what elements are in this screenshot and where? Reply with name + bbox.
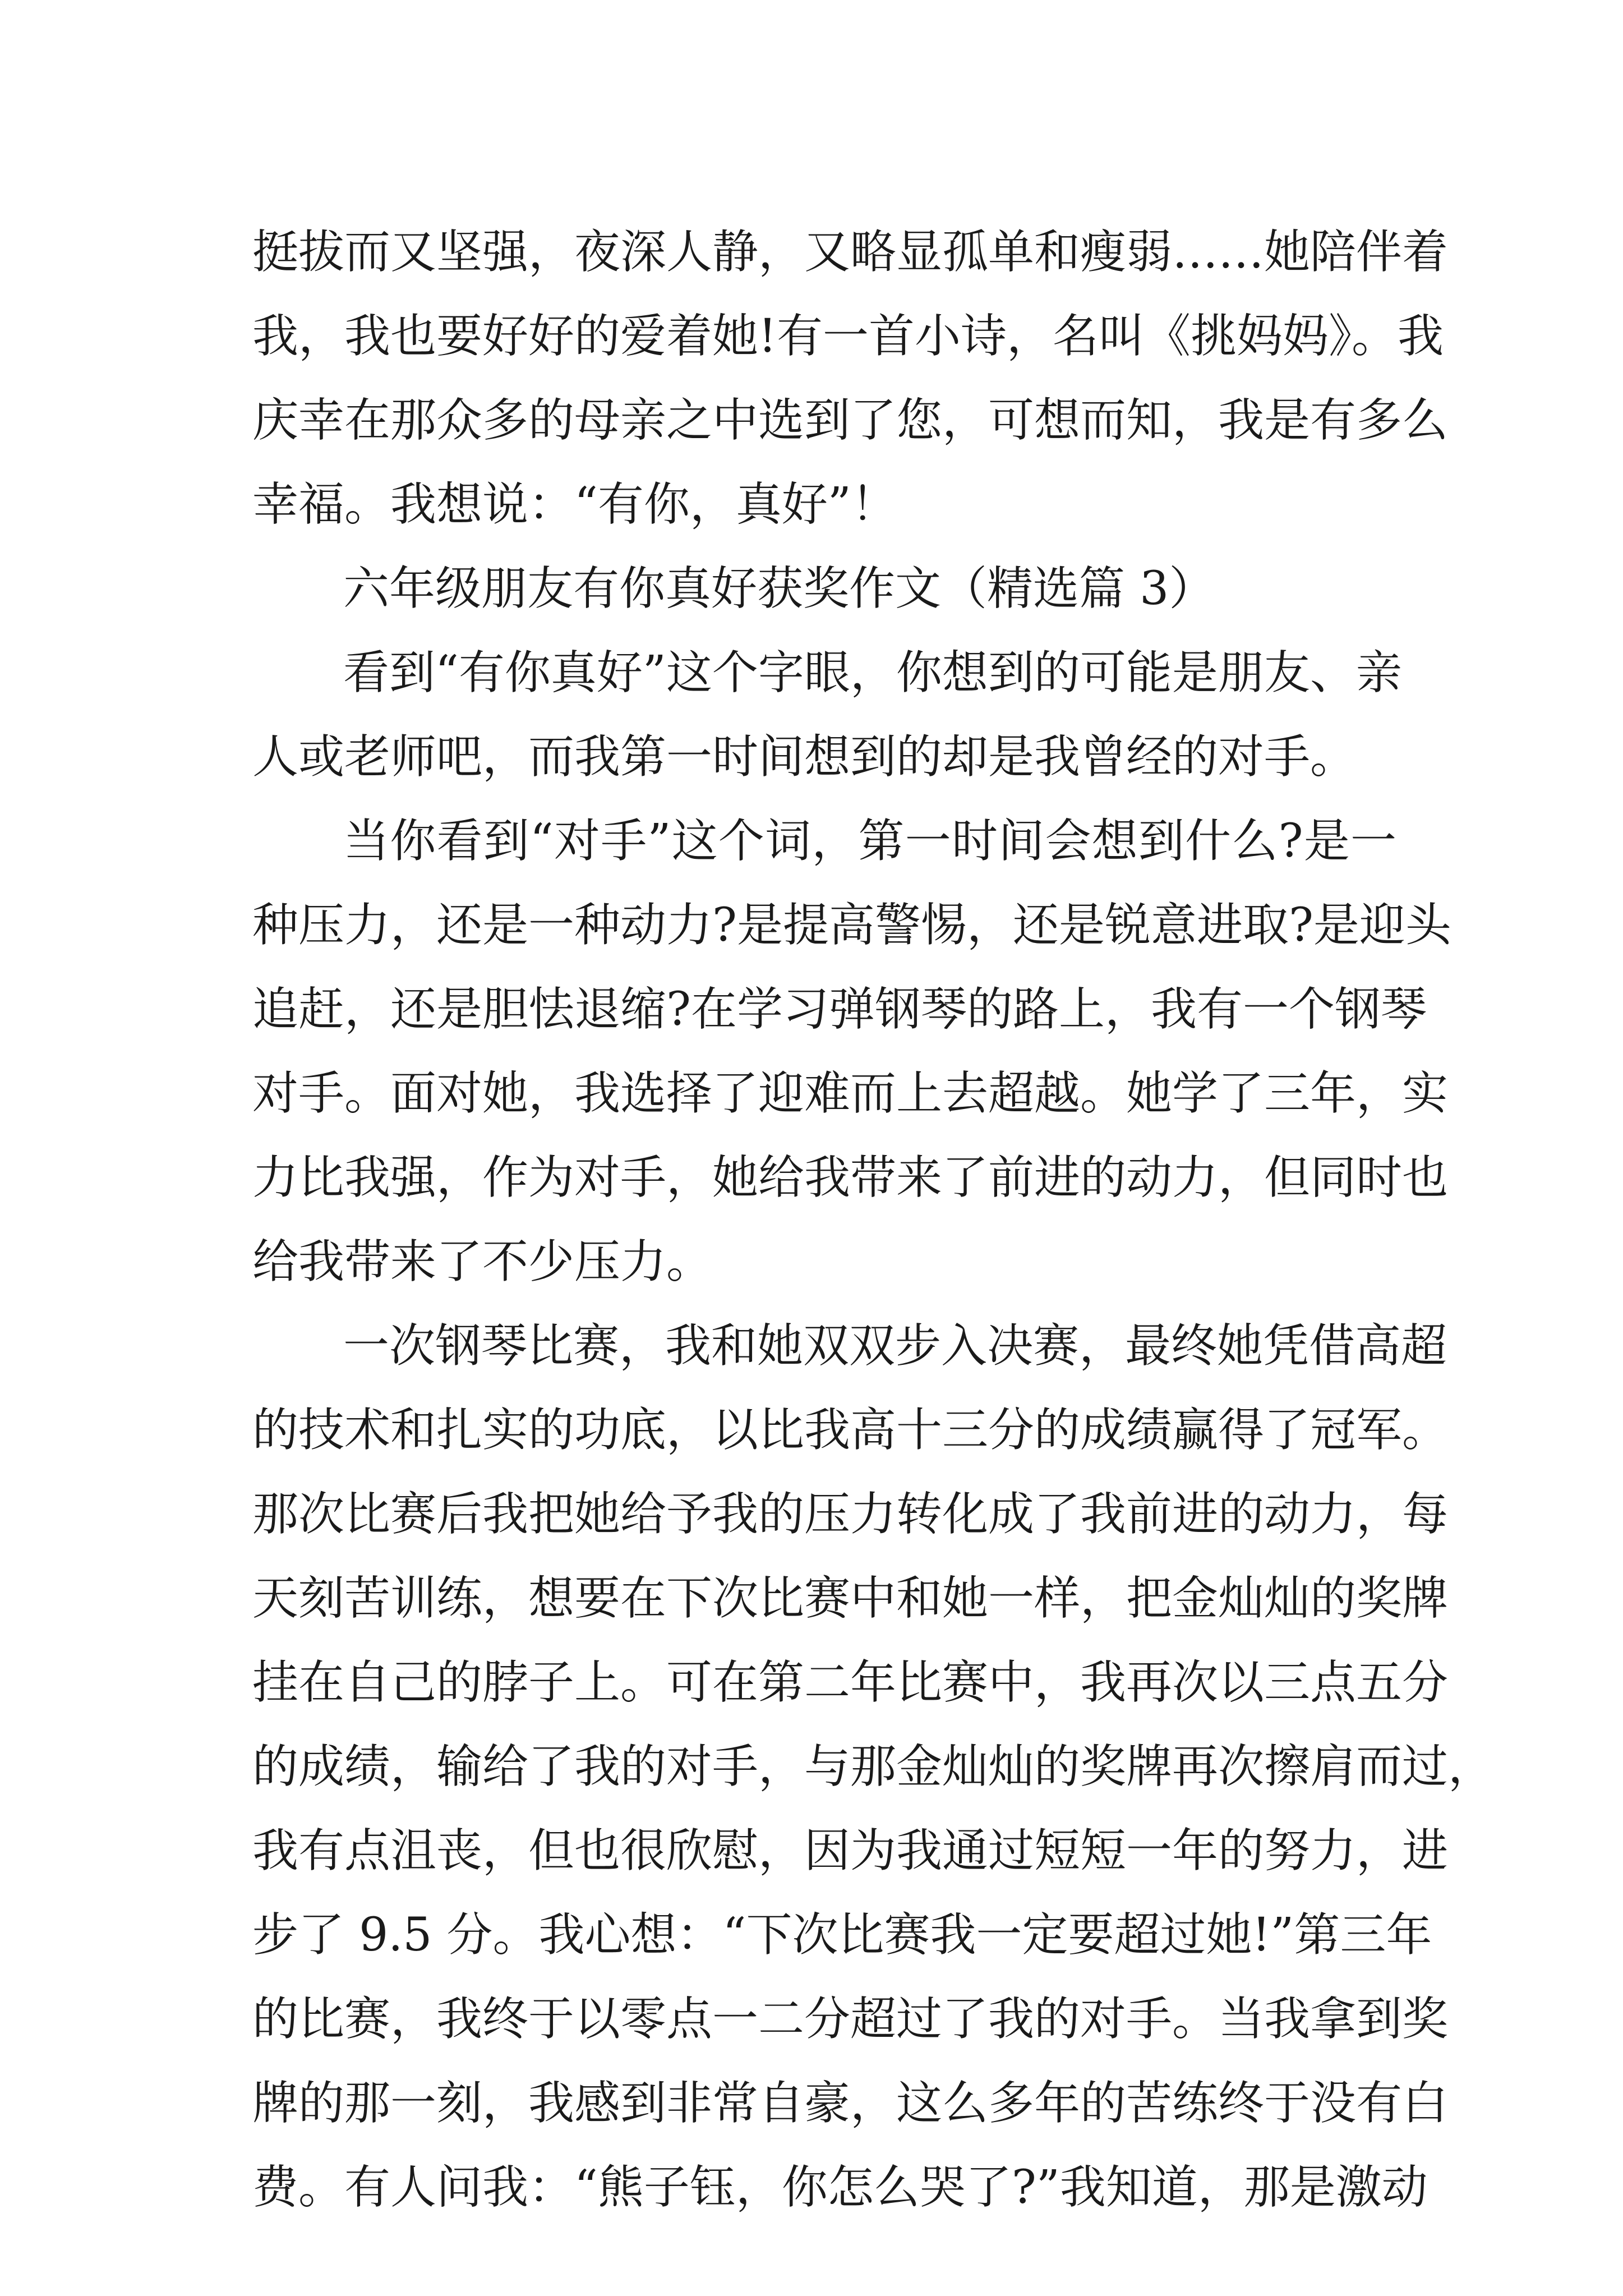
- paragraph-line: 的技术和扎实的功底，以比我高十三分的成绩赢得了冠军。: [252, 1404, 1449, 1457]
- paragraph-line: 挂在自己的脖子上。可在第二年比赛中，我再次以三点五分: [252, 1656, 1449, 1709]
- paragraph-line: 庆幸在那众多的母亲之中选到了您，可想而知，我是有多么: [252, 394, 1449, 447]
- paragraph-line: 天刻苦训练，想要在下次比赛中和她一样，把金灿灿的奖牌: [252, 1572, 1449, 1625]
- paragraph-line: 看到“有你真好”这个字眼，你想到的可能是朋友、亲: [343, 646, 1402, 700]
- section-heading: 六年级朋友有你真好获奖作文（精选篇 3）: [343, 562, 1215, 615]
- paragraph-line: 那次比赛后我把她给予我的压力转化成了我前进的动力，每: [252, 1488, 1449, 1541]
- paragraph-line: 力比我强，作为对手，她给我带来了前进的动力，但同时也: [252, 1151, 1449, 1204]
- paragraph-line: 给我带来了不少压力。: [252, 1235, 713, 1289]
- paragraph-line: 步了 9.5 分。我心想：“下次比赛我一定要超过她!”第三年: [252, 1908, 1432, 1962]
- paragraph-line: 挺拔而又坚强，夜深人静，又略显孤单和瘦弱……她陪伴着: [252, 226, 1449, 279]
- paragraph-line: 一次钢琴比赛，我和她双双步入决赛，最终她凭借高超: [343, 1319, 1447, 1373]
- paragraph-line: 追赶，还是胆怯退缩?在学习弹钢琴的路上，我有一个钢琴: [252, 983, 1427, 1036]
- paragraph-line: 对手。面对她，我选择了迎难而上去超越。她学了三年，实: [252, 1067, 1449, 1120]
- paragraph-line: 的比赛，我终于以零点一二分超过了我的对手。当我拿到奖: [252, 1993, 1449, 2046]
- paragraph-line: 我有点沮丧，但也很欣慰，因为我通过短短一年的努力，进: [252, 1824, 1449, 1878]
- paragraph-line: 幸福。我想说：“有你，真好”！: [252, 478, 897, 531]
- paragraph-line: 当你看到“对手”这个词，第一时间会想到什么?是一: [343, 815, 1396, 868]
- paragraph-line: 牌的那一刻，我感到非常自豪，这么多年的苦练终于没有白: [252, 2077, 1449, 2130]
- paragraph-line: 的成绩，输给了我的对手，与那金灿灿的奖牌再次擦肩而过，: [252, 1740, 1495, 1793]
- paragraph-line: 人或老师吧，而我第一时间想到的却是我曾经的对手。: [252, 730, 1357, 784]
- paragraph-line: 我，我也要好好的爱着她!有一首小诗，名叫《挑妈妈》。我: [252, 310, 1444, 363]
- paragraph-line: 费。有人问我：“熊子钰，你怎么哭了?”我知道，那是激动: [252, 2161, 1428, 2214]
- paragraph-line: 种压力，还是一种动力?是提高警惕，还是锐意进取?是迎头: [252, 899, 1451, 952]
